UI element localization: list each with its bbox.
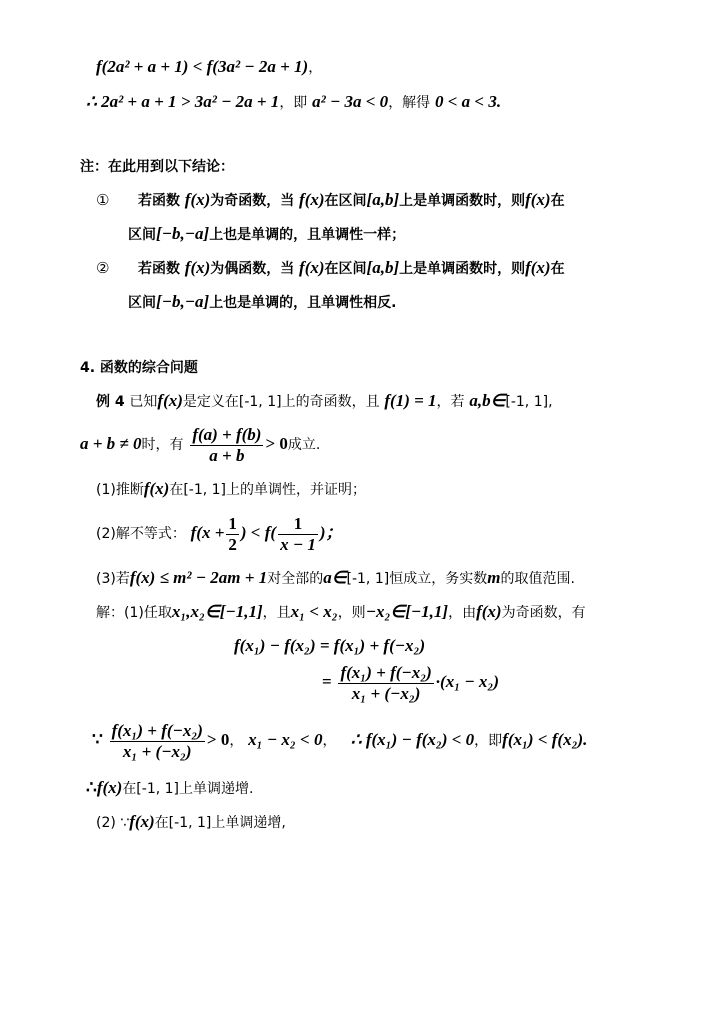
top-equation-1: f(2a² + a + 1) < f(3a² − 2a + 1)， (96, 57, 323, 76)
solution-line-1: 解：(1)任取x₁,x₂∈[−1,1]，且x₁ < x₂，则−x₂∈[−1,1]，由f(x)为奇函数，有 (96, 602, 586, 621)
example-line-2: a + b ≠ 0时，有 $\frac{f(a) + f(b)}{a + b}$ > 0成立. (80, 424, 321, 465)
note-item-2-cont: 区间[−b,−a]上也是单调的，且单调性相反. (128, 292, 397, 311)
question-1: (1)推断f(x)在[-1, 1]上的单调性，并证明； (96, 479, 367, 498)
question-3: (3)若f(x) ≤ m² − 2am + 1对全部的a∈[-1, 1]恒成立，务实数m的取值范围. (96, 568, 575, 587)
solution-range: 0 < a < 3 (434, 92, 497, 111)
section-title: 4. 函数的综合问题 (80, 360, 198, 376)
note-item-1-cont: 区间[−b,−a]上也是单调的，且单调性一样； (128, 224, 406, 243)
circled-two-marker: ② (96, 259, 110, 277)
conclusion-line-2: (2) ∵f(x)在[-1, 1]上单调递增, (96, 812, 286, 831)
derivation-line-1: f(x₁) − f(x₂) = f(x₁) + f(−x₂) (234, 636, 426, 655)
note-item-2: ② 若函数 f(x)为偶函数，当 f(x)在区间[a,b]上是单调函数时，则f(x)在 (96, 256, 565, 281)
question-2: (2)解不等式： f(x + $\frac{1}{2}$ ) < f( $\frac{1}{x - 1}$ )； (96, 513, 343, 554)
note-item-1: ① 若函数 f(x)为奇函数，当 f(x)在区间[a,b]上是单调函数时，则f(x)在 (96, 188, 565, 213)
example-line-1: 例 4 已知f(x)是定义在[-1, 1]上的奇函数，且 f(1) = 1，若 a,b∈[-1, 1], (96, 391, 553, 410)
inference-line: ∵ $\frac{\text{f(x₁) + f(−x₂)}}{\text{x₁ + (−x₂)}}$ > 0， x₁ − x₂ < 0， ∴ f(x₁) − f(x₂) < 0，即f(x₁) < f(x₂). (92, 720, 588, 761)
because-symbol: ∵ (92, 730, 103, 749)
top-equation-2: ∴ 2a² + a + 1 > 3a² − 2a + 1，即 a² − 3a < 0，解得 0 < a < 3. (86, 92, 502, 111)
example-label: 例 4 (96, 394, 125, 410)
inequality-f: f(2a² + a + 1) < f(3a² − 2a + 1) (96, 57, 309, 76)
note-title: 注：在此用到以下结论： (80, 159, 234, 175)
circled-one-marker: ① (96, 191, 110, 209)
derivation-line-2: = $\frac{\text{f(x₁) + f(−x₂)}}{\text{x₁ + (−x₂)}}$ ·(x₁ − x₂) (322, 662, 500, 703)
inequality-expand: ∴ 2a² + a + 1 > 3a² − 2a + 1 (86, 92, 280, 111)
conclusion-line-1: ∴f(x)在[-1, 1]上单调递增. (86, 778, 254, 797)
example-fraction: $\frac{f(a) + f(b)}{a + b}$ (192, 424, 262, 465)
therefore-symbol: ∴ (86, 778, 97, 797)
